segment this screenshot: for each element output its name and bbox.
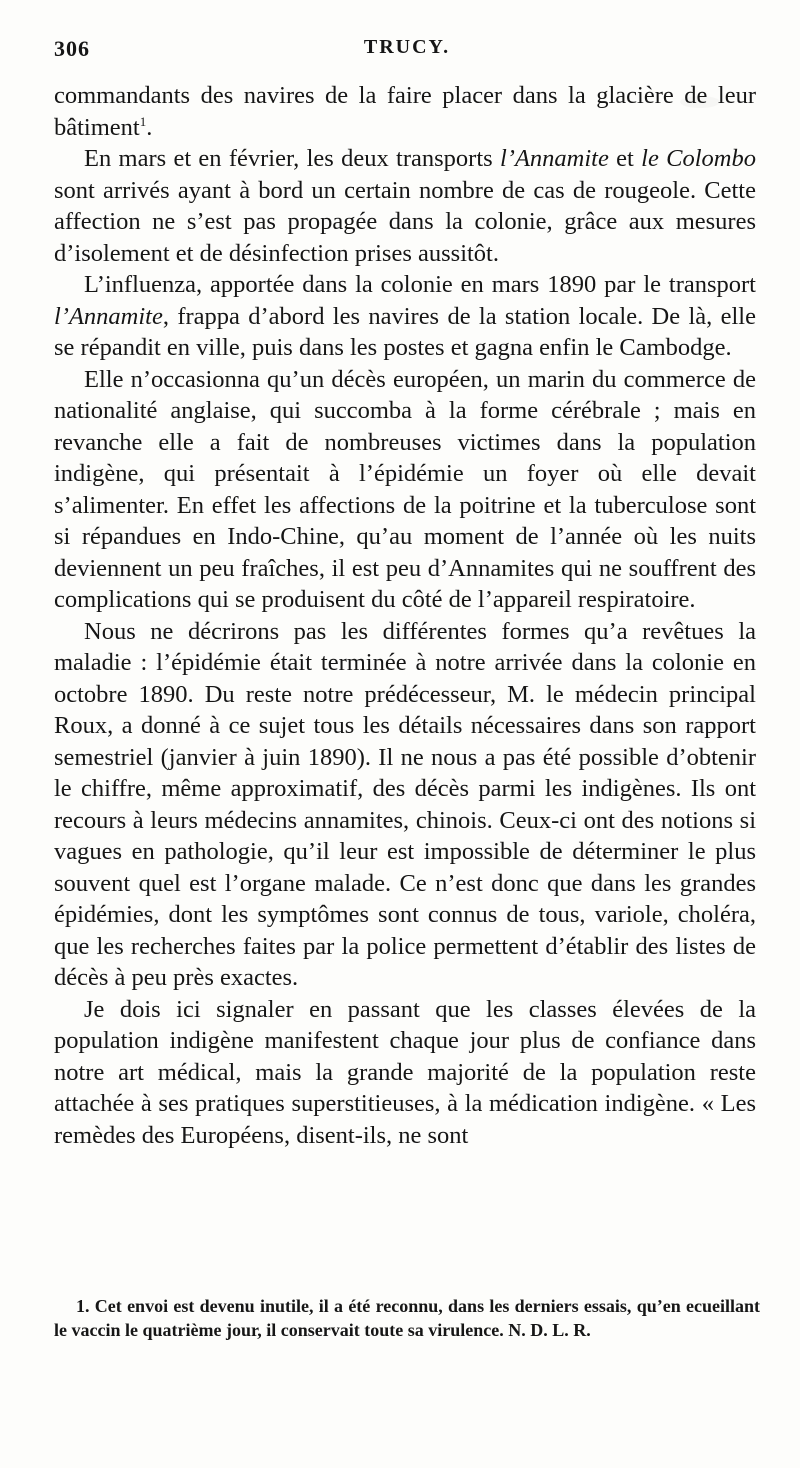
paragraph-text: Nous ne décrirons pas les différentes formes qu’a revêtues la maladie : l’épidémie était terminée à notre arrivée dans la colonie en octobre 1890. Du reste notre prédécesseur, M. le médecin principal Roux, a donné à ce sujet tous les détails nécessaires dans son rapport semestriel (janvier à juin 1890). Il ne nous a pas été possible d’obtenir le chiffre, même approximatif, des décès parmi les indigènes. Ils ont recours à leurs médecins annamites, chinois. Ceux-ci ont des notions si vagues en pathologie, qu’il leur est impossible de déterminer le plus souvent quel est l’organe malade. Ce n’est donc que dans les grandes épidémies, dont les symptômes sont connus de tous, variole, choléra, que les recherches faites par la police permettent d’établir des listes de décès à peu près exactes. — [54, 617, 756, 991]
page-header — [54, 36, 760, 66]
paragraph-text: , frappa d’abord les navires de la station locale. De là, elle se répandit en ville, puis dans les postes et gagna enfin le Cambodge. — [54, 302, 756, 361]
paragraph-text: Elle n’occasionna qu’un décès européen, un marin du commerce de nationalité anglaise, qui succomba à la forme cérébrale ; mais en revanche elle a fait de nombreuses victimes dans la population indigène, qui présentait à l’épidémie un foyer où elle devait s’alimenter. En effet les affections de la poitrine et la tuberculose sont si répandues en Indo-Chine, qu’au moment de l’année où les nuits deviennent un peu fraîches, il est peu d’Annamites qui ne souffrent des complications qui se produisent du côté de l’appareil respiratoire. — [54, 365, 756, 613]
footnote-text: Cet envoi est devenu inutile, il a été reconnu, dans les derniers essais, qu’en ecueillant le vaccin le quatrième jour, il conservait toute sa virulence. N. D. L. R. — [54, 1296, 761, 1340]
paragraph-text: En mars et en février, les deux transports — [84, 145, 500, 172]
running-title: TRUCY. — [363, 36, 451, 58]
paragraph — [54, 80, 756, 143]
paragraph — [54, 364, 756, 616]
paragraph-text: et — [608, 145, 642, 172]
paragraph-text: Je dois ici signaler en passant que les classes élevées de la population indigène manifestent chaque jour plus de confiance dans notre art médical, mais la grande majorité de la population reste attachée à ses pratiques superstitieuses, à la médication indigène. « Les remèdes des Européens, disent-ils, ne sont — [54, 995, 756, 1149]
footnote — [54, 1294, 760, 1342]
page-number: 306 — [54, 36, 90, 61]
italic-title: l’Annamite — [54, 302, 163, 330]
footnote-marker: 1. — [76, 1296, 90, 1316]
paragraph — [54, 269, 756, 364]
body-text — [54, 80, 756, 1151]
paragraph — [54, 994, 756, 1152]
italic-title: le Colombo — [641, 145, 756, 172]
footnote-reference: 1 — [139, 113, 147, 129]
paragraph-text: L’influenza, apportée dans la colonie en mars 1890 par le transport — [84, 271, 756, 298]
paragraph-text: . — [146, 113, 153, 141]
paragraph-text: sont arrivés ayant à bord un certain nombre de cas de rougeole. Cette affection ne s’est pas propagée dans la colonie, grâce aux mesures d’isolement et de désinfection prises aussitôt. — [54, 176, 756, 267]
italic-title: l’Annamite — [499, 145, 609, 172]
paragraph — [54, 143, 756, 269]
paragraph — [54, 616, 756, 994]
paragraph-text: commandants des navires de la faire placer dans la glacière de leur bâtiment — [54, 82, 756, 141]
